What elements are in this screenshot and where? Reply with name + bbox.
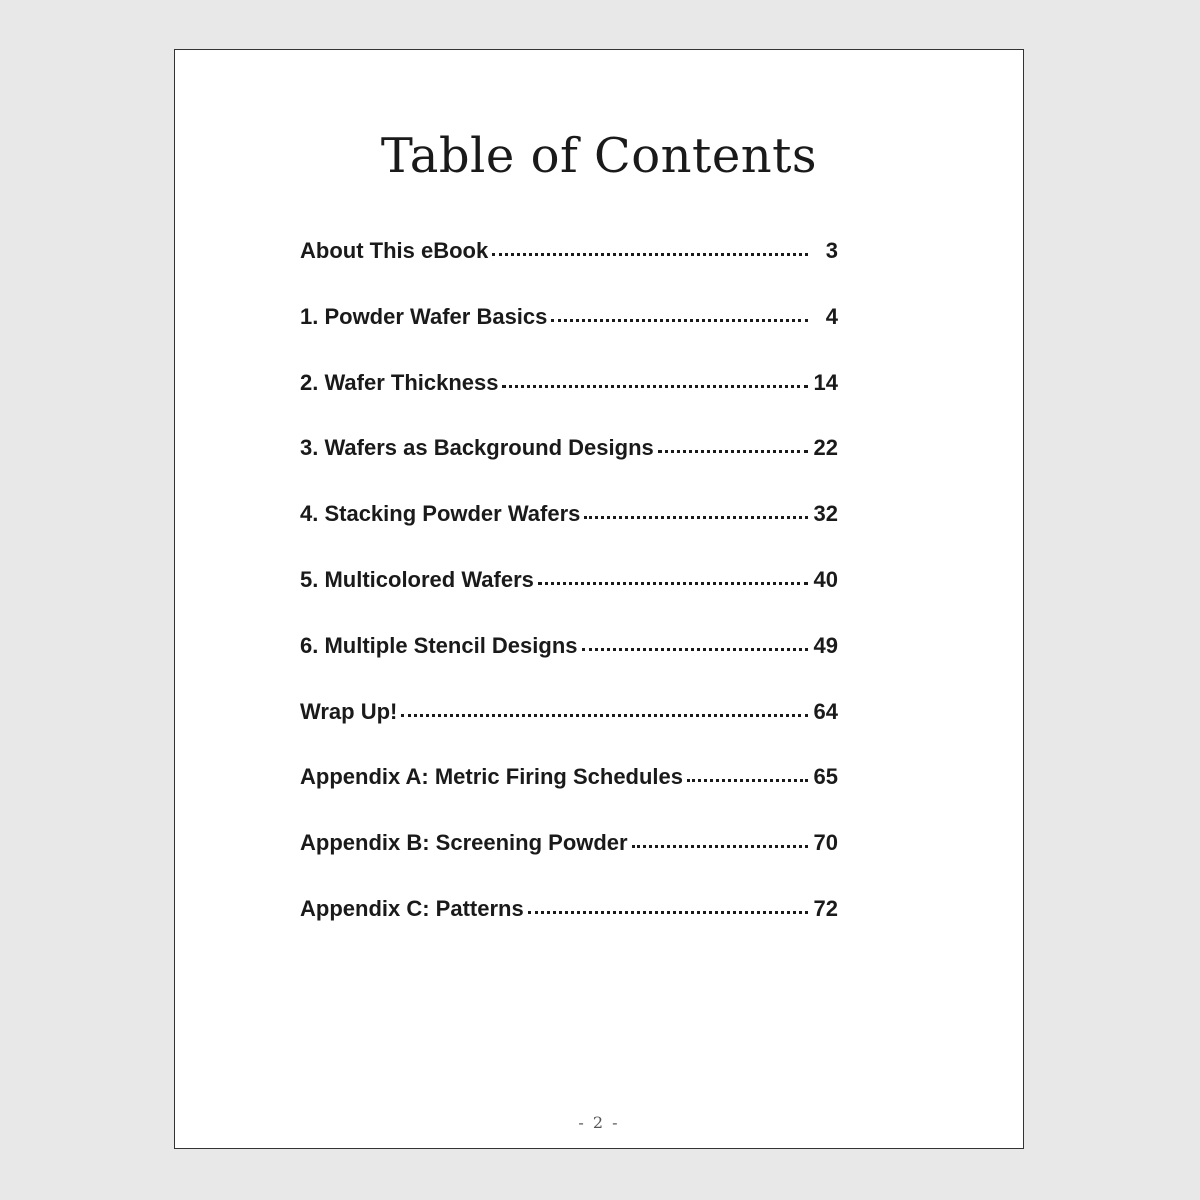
dot-leader	[632, 845, 808, 848]
toc-entry-page: 22	[813, 435, 838, 461]
toc-entry-wrap-up[interactable]	[300, 698, 838, 767]
toc-entry-chapter-6[interactable]	[300, 632, 838, 701]
toc-entry-page: 40	[813, 566, 838, 592]
toc-entry-label: 2. Wafer Thickness	[300, 369, 499, 395]
toc-entry-label: Appendix C: Patterns	[300, 895, 524, 921]
toc-entry-label: Wrap Up!	[300, 698, 398, 724]
table-of-contents	[300, 240, 838, 964]
dot-leader	[538, 582, 808, 585]
dot-leader	[658, 450, 808, 453]
toc-entry-page: 65	[813, 764, 838, 790]
toc-entry-page: 49	[813, 632, 838, 658]
dot-leader	[528, 911, 808, 914]
document-page	[174, 49, 1024, 1149]
toc-entry-label: 4. Stacking Powder Wafers	[300, 501, 581, 527]
dot-leader	[492, 253, 808, 256]
dot-leader	[584, 516, 808, 519]
toc-entry-page: 14	[813, 369, 838, 395]
toc-entry-label: About This eBook	[300, 238, 489, 263]
toc-entry-label: Appendix B: Screening Powder	[300, 830, 628, 856]
toc-entry-appendix-a[interactable]	[300, 766, 838, 832]
toc-entry-page: 64	[813, 698, 838, 724]
toc-entry-page: 70	[813, 830, 838, 856]
toc-entry-chapter-3[interactable]	[300, 437, 838, 503]
toc-entry-page: 3	[825, 238, 838, 263]
toc-entry-page: 32	[813, 501, 838, 527]
toc-entry-label: 1. Powder Wafer Basics	[300, 303, 548, 329]
toc-entry-about[interactable]	[300, 240, 838, 306]
dot-leader	[551, 319, 808, 322]
toc-entry-chapter-1[interactable]	[300, 303, 838, 372]
page-number: - 2 -	[578, 1113, 620, 1132]
toc-entry-label: 3. Wafers as Background Designs	[300, 435, 654, 461]
dot-leader	[401, 714, 808, 717]
dot-leader	[687, 779, 808, 782]
toc-entry-chapter-4[interactable]	[300, 503, 838, 569]
toc-entry-appendix-c[interactable]	[300, 895, 838, 964]
toc-entry-chapter-5[interactable]	[300, 566, 838, 635]
dot-leader	[582, 648, 808, 651]
toc-entry-label: 5. Multicolored Wafers	[300, 566, 534, 592]
toc-entry-chapter-2[interactable]	[300, 369, 838, 438]
toc-entry-label: 6. Multiple Stencil Designs	[300, 632, 578, 658]
toc-entry-page: 72	[813, 895, 838, 921]
page-title: Table of Contents	[380, 128, 818, 184]
toc-entry-page: 4	[825, 303, 838, 329]
toc-entry-appendix-b[interactable]	[300, 832, 838, 898]
toc-entry-label: Appendix A: Metric Firing Schedules	[300, 764, 684, 790]
dot-leader	[502, 385, 808, 388]
